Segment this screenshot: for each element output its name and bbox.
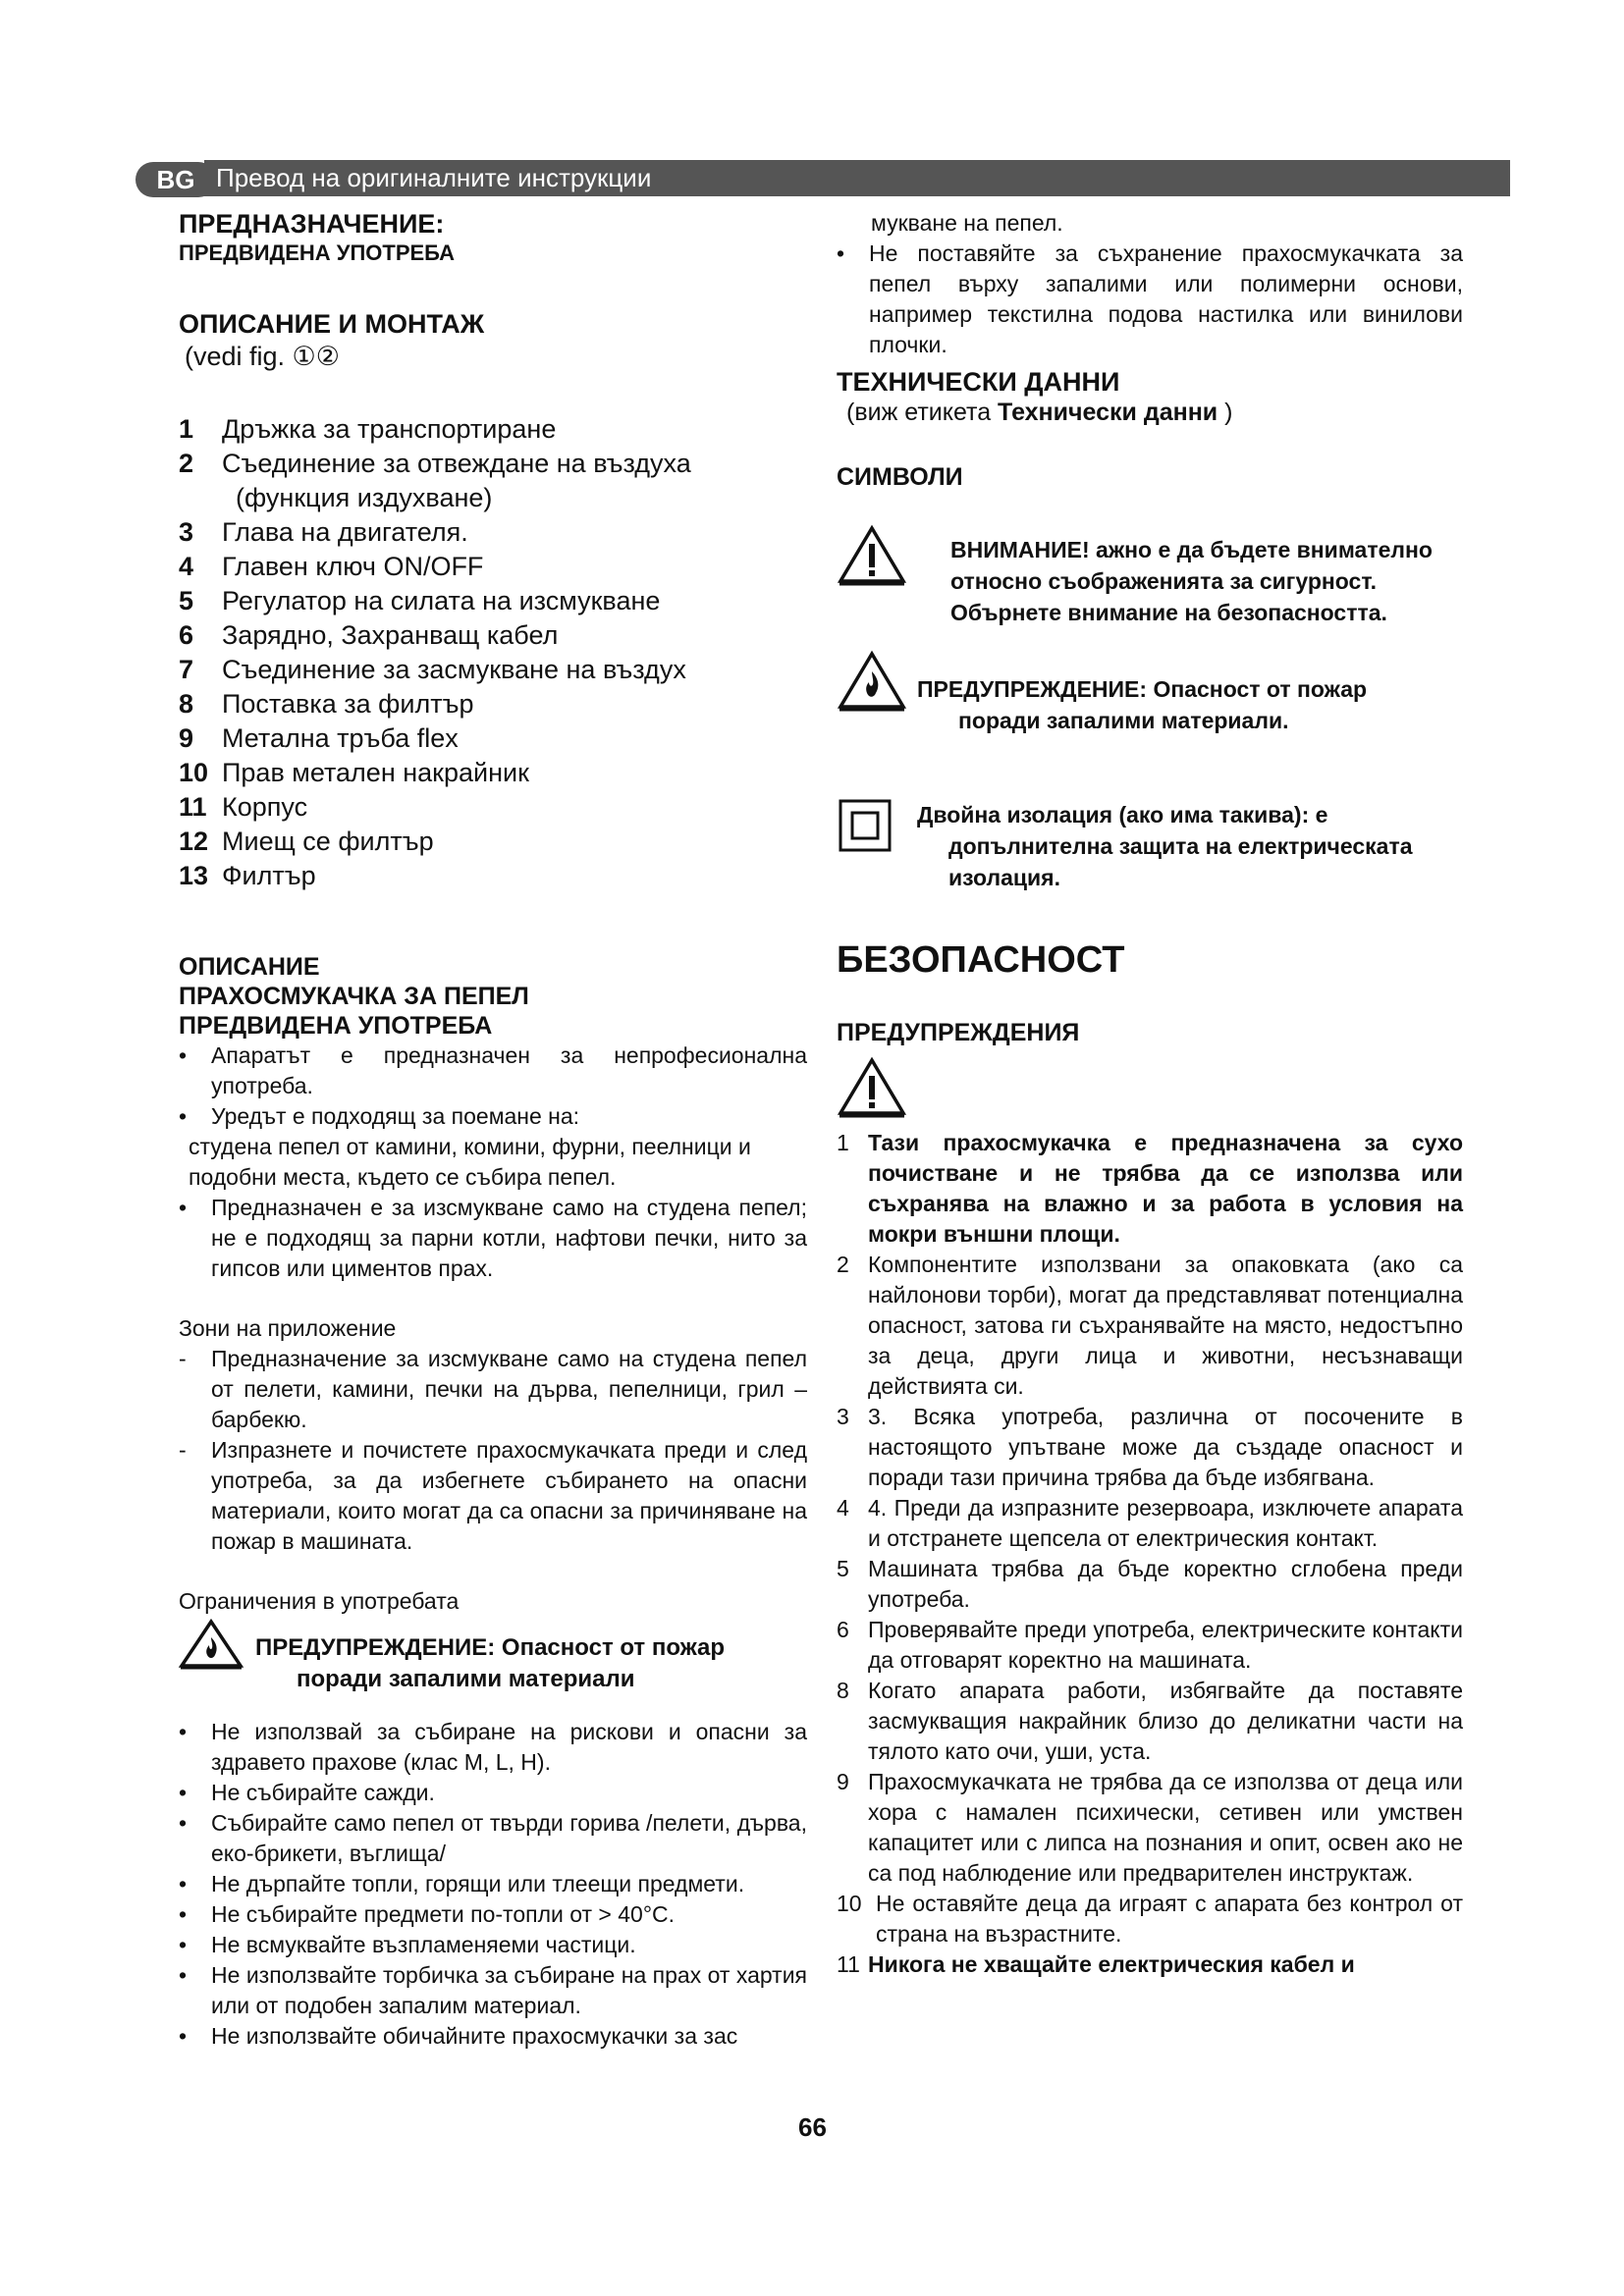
list-item: 11 Никога не хващайте електрическия кабел и — [837, 1951, 1355, 1977]
tech-data-title: ТЕХНИЧЕСКИ ДАННИ — [837, 367, 1120, 397]
list-item: 3 3. Всяка употреба, различна от посочените в настоящото упътване може да създаде опасност и поради тази причина трябва да бъде избягвана. — [837, 1404, 1463, 1490]
ash-title-2: ПРАХОСМУКАЧКА ЗА ПЕПЕЛ — [179, 983, 529, 1010]
purpose-subtitle: ПРЕДВИДЕНА УПОТРЕБА — [179, 240, 456, 265]
figure-reference: (vedi fig. ①② — [185, 342, 340, 371]
symbol-attention-line-3: Обърнете внимание на безопасността. — [950, 600, 1387, 625]
right-column — [837, 208, 1463, 1980]
safety-title: БЕЗОПАСНОСТ — [837, 939, 1125, 981]
list-item: 6 Зарядно, Захранващ кабел — [179, 620, 559, 650]
list-item: - Изпразнете и почистете прахосмукачката преди и след употреба, за да избегнете събирането на опасни материали, които могат да са опасни за причиняване на пожар в машината. — [179, 1437, 807, 1554]
symbol-insulation-line-3: изолация. — [948, 865, 1060, 890]
list-item: • Апаратът е предназначен за непрофесионална употреба. — [179, 1042, 807, 1098]
symbol-insulation-line-1: Двойна изолация (ако има такива): е — [917, 802, 1328, 828]
list-item: 11 Корпус — [179, 792, 308, 822]
ash-title-3: ПРЕДВИДЕНА УПОТРЕБА — [179, 1012, 493, 1040]
ash-paragraph: студена пепел от камини, комини, фурни, пеелници и подобни места, където се събира пепел. — [189, 1134, 751, 1190]
ash-title-1: ОПИСАНИЕ — [179, 953, 320, 981]
list-item: 6 Проверявайте преди употреба, електрическите контакти да отговарят коректно на машината. — [837, 1617, 1463, 1673]
list-item: 9 Прахосмукачката не трябва да се използва от деца или хора с намален психически, сетивен или умствен капацитет или с липса на познания и опит, освен ако не са под наблюдение или предварителен инструктаж. — [837, 1769, 1463, 1886]
symbol-fire-line-2: поради запалими материали. — [958, 708, 1289, 733]
list-item: 4 4. Преди да изпразните резервоара, изключете апарата и отстранете щепсела от електрическия контакт. — [837, 1495, 1463, 1551]
list-item: 1 Тази прахосмукачка е предназначена за сухо почистване и не трябва да се използва или съхранява на влажно и за работа в условия на мокри външни площи. — [837, 1130, 1463, 1247]
list-item: 10 Прав метален накрайник — [179, 758, 529, 787]
continued-text: мукване на пепел. — [871, 210, 1063, 236]
tech-data-ref: (виж етикета Технически данни ) — [846, 399, 1233, 426]
left-column — [179, 208, 807, 2052]
limits-title: Ограничения в употребата — [179, 1588, 460, 1614]
list-item: 10 Не оставяйте деца да играят с апарата без контрол от страна на възрастните. — [837, 1891, 1463, 1947]
list-item: • Не използвайте торбичка за събиране на прах от хартия или от подобен запалим материал. — [179, 1962, 807, 2018]
parts-list — [179, 412, 807, 893]
symbol-insulation-line-2: допълнителна защита на електрическата — [948, 833, 1413, 859]
list-item: • Не събирайте предмети по-топли от > 40°C. — [179, 1901, 676, 1927]
warnings-title: ПРЕДУПРЕЖДЕНИЯ — [837, 1019, 1080, 1046]
list-item: • Не използвайте обичайните прахосмукачки за зас — [179, 2023, 738, 2049]
list-item: 13 Филтър — [179, 861, 316, 890]
list-item: 2 Съединение за отвеждане на въздуха — [179, 449, 691, 478]
list-item: • Уредът е подходящ за поемане на: — [179, 1103, 580, 1129]
double-insulation-icon — [839, 799, 892, 852]
list-item: 8 Поставка за филтър — [179, 689, 474, 719]
fire-warning-line-1: ПРЕДУПРЕЖДЕНИЕ: Опасност от пожар — [255, 1634, 726, 1661]
list-item: • Не събирайте сажди. — [179, 1780, 435, 1805]
symbol-double-insulation — [837, 799, 1463, 893]
purpose-title: ПРЕДНАЗНАЧЕНИЕ: — [179, 209, 445, 239]
list-item: 4 Главен ключ ON/OFF — [179, 552, 484, 581]
header-title: Превод на оригиналните инструкции — [216, 163, 652, 192]
symbols-title: СИМВОЛИ — [837, 463, 963, 491]
fire-warning-icon — [837, 650, 907, 713]
list-item: 1 Дръжка за транспортиране — [179, 414, 557, 444]
fire-warning — [179, 1619, 807, 1695]
list-item: (функция издухване) — [236, 483, 493, 512]
list-item: 5 Машината трябва да бъде коректно сглобена преди употреба. — [837, 1556, 1463, 1612]
symbol-fire — [837, 650, 1463, 736]
list-item: • Не поставяйте за съхранение прахосмукачката за пепел върху запалими или полимерни основи, например текстилна подова настилка или винилови плочки. — [837, 240, 1463, 357]
symbol-fire-line-1: ПРЕДУПРЕЖДЕНИЕ: Опасност от пожар — [917, 676, 1368, 702]
list-item: • Не използвай за събиране на рискови и опасни за здравето прахове (клас M, L, H). — [179, 1719, 807, 1775]
fire-warning-line-2: поради запалими материали — [297, 1666, 635, 1692]
zones-title: Зони на приложение — [179, 1315, 397, 1341]
fire-warning-icon — [179, 1619, 244, 1670]
list-item: 12 Миещ се филтър — [179, 827, 434, 856]
warning-triangle-icon — [837, 524, 907, 587]
list-item: • Предназначен е за изсмукване само на студена пепел; не е подходящ за парни котли, нафтови печки, нито за гипсов или циментов прах. — [179, 1195, 807, 1281]
symbol-attention-line-2: относно съображенията за сигурност. — [950, 568, 1377, 594]
language-badge: BG — [135, 162, 216, 197]
list-item: 7 Съединение за засмукване на въздух — [179, 655, 686, 684]
description-title: ОПИСАНИЕ И МОНТАЖ — [179, 309, 485, 339]
list-item: • Не всмуквайте възпламеняеми частици. — [179, 1932, 636, 1957]
list-item: 5 Регулатор на силата на изсмукване — [179, 586, 661, 615]
page-header — [135, 160, 1510, 196]
list-item: - Предназначение за изсмукване само на студена пепел от пелети, камини, печки на дърва, пепелници, грил – барбекю. — [179, 1346, 807, 1432]
list-item: • Събирайте само пепел от твърди горива /пелети, дърва, еко-брикети, въглища/ — [179, 1810, 807, 1866]
list-item: • Не дърпайте топли, горящи или тлеещи предмети. — [179, 1871, 745, 1896]
list-item: 9 Метална тръба flex — [179, 723, 459, 753]
symbol-attention — [837, 524, 1463, 628]
list-item: 8 Когато апарата работи, избягвайте да поставяте засмукващия накрайник близо до деликатни части на тялото като очи, уши, уста. — [837, 1678, 1463, 1764]
warning-triangle-icon — [837, 1056, 907, 1119]
list-item: 3 Глава на двигателя. — [179, 517, 468, 547]
list-item: 2 Компонентите използвани за опаковката (ако са найлонови торби), могат да представляват потенциална опасност, затова ги съхранявайте на място, недостъпно за деца, други лица и животни, несъзнаващи действията си. — [837, 1252, 1463, 1399]
symbol-attention-line-1: ВНИМАНИЕ! ажно е да бъдете внимателно — [950, 537, 1433, 562]
page-number: 66 — [798, 2112, 827, 2142]
